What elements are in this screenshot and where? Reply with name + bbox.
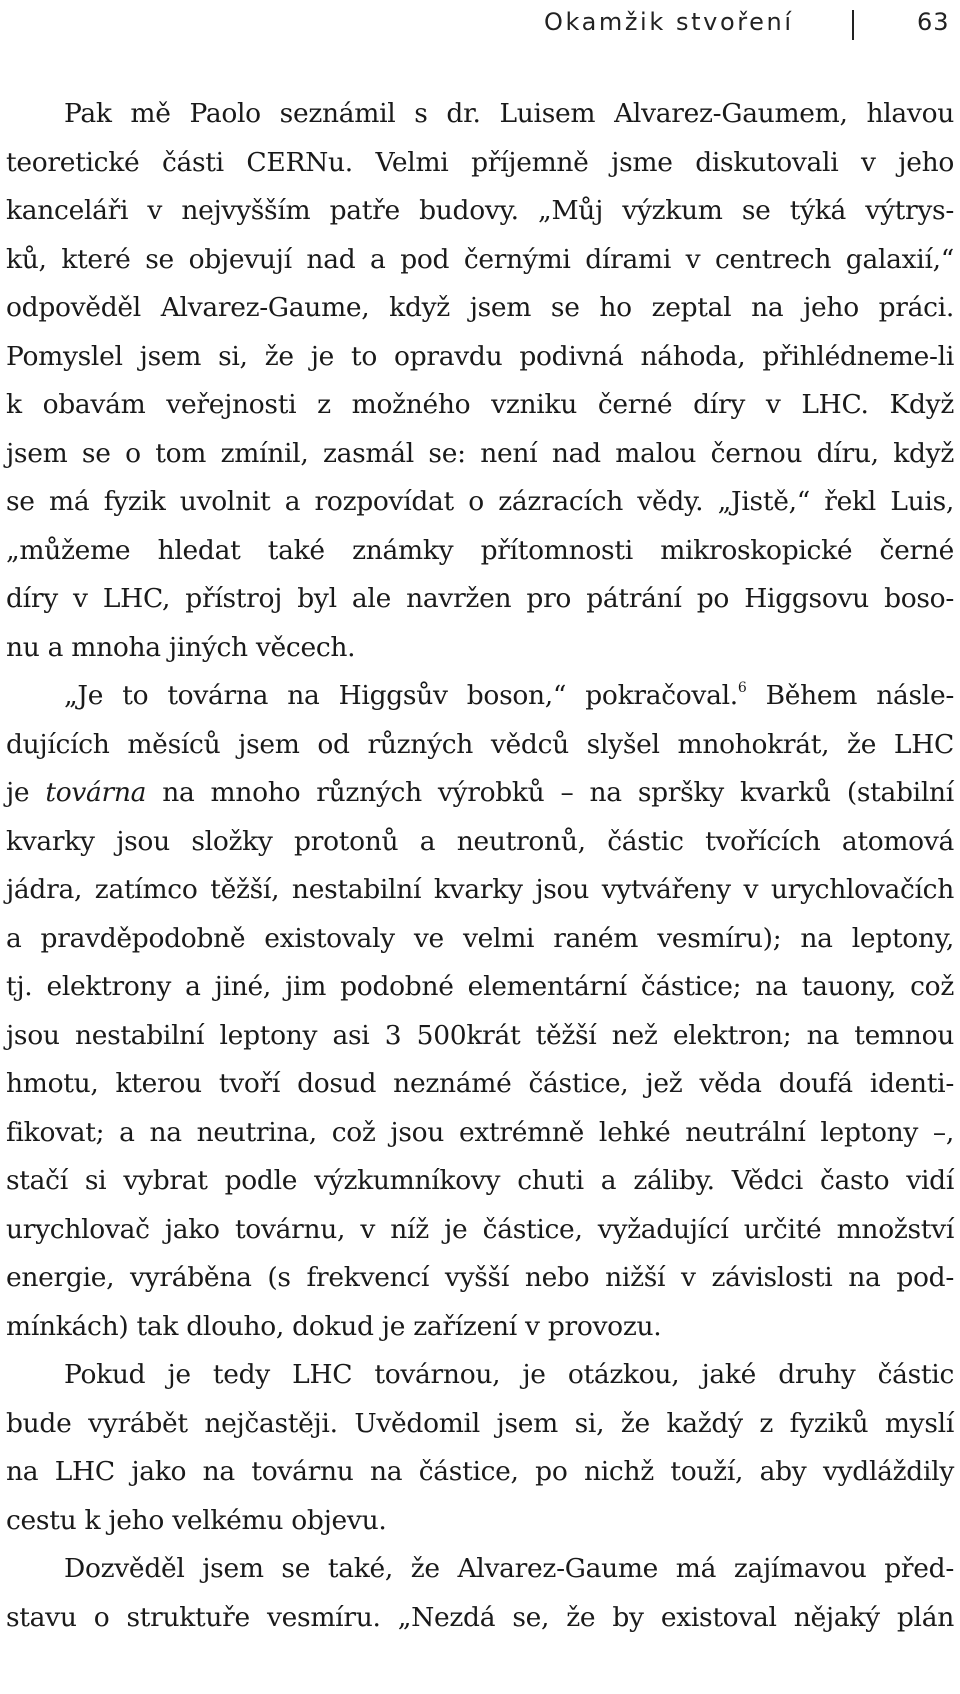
text-line [6, 672, 954, 721]
text-run: „Je to továrna na Higgsův boson,“ pokračoval. [64, 680, 738, 711]
running-head [0, 0, 960, 60]
text-line: odpověděl Alvarez-Gaume, když jsem se ho zeptal na jeho práci. [6, 292, 954, 323]
text-line: jádra, zatímco těžší, nestabilní kvarky jsou vytvářeny v urychlovačích [6, 874, 954, 905]
text-line: bude vyrábět nejčastěji. Uvědomil jsem si, že každý z fyziků myslí [6, 1407, 954, 1439]
text-line: dujících měsíců jsem od různých vědců slyšel mnohokrát, že LHC [6, 728, 954, 760]
text-line: mínkách) tak dlouho, dokud je zařízení v provozu. [6, 1310, 662, 1342]
text-line: energie, vyráběna (s frekvencí vyšší nebo nižší v závislosti na pod- [6, 1262, 954, 1293]
text-line: jsem se o tom zmínil, zasmál se: není nad malou černou díru, když [6, 437, 954, 469]
paragraph-2 [6, 672, 954, 1351]
body-text [6, 90, 954, 1642]
text-line: stačí si vybrat podle výzkumníkovy chuti a záliby. Vědci často vidí [6, 1165, 954, 1196]
text-run: na mnoho různých výrobků – na spršky kvarků (stabilní [146, 777, 954, 808]
text-line [6, 769, 954, 818]
paragraph-1 [6, 90, 954, 672]
text-line: nu a mnoha jiných věcech. [6, 631, 356, 663]
text-line: ků, které se objevují nad a pod černými dírami v centrech galaxií,“ [6, 243, 954, 275]
text-line: tj. elektrony a jiné, jim podobné elementární částice; na tauony, což [6, 971, 954, 1002]
text-line: cestu k jeho velkému objevu. [6, 1504, 387, 1536]
text-line: k obavám veřejnosti z možného vzniku černé díry v LHC. Když [6, 389, 954, 420]
text-line: jsou nestabilní leptony asi 3 500krát těžší než elektron; na temnou [6, 1019, 954, 1051]
text-line: se má fyzik uvolnit a rozpovídat o zázracích vědy. „Jistě,“ řekl Luis, [6, 486, 954, 517]
text-line: teoretické části CERNu. Velmi příjemně jsme diskutovali v jeho [6, 146, 954, 178]
text-line: fikovat; a na neutrina, což jsou extrémně lehké neutrální leptony –, [6, 1116, 954, 1148]
text-line: stavu o struktuře vesmíru. „Nezdá se, že by existoval nějaký plán [6, 1601, 954, 1633]
text-line: na LHC jako na továrnu na částice, po nichž touží, aby vydláždily [6, 1456, 954, 1487]
paragraph-4 [6, 1545, 954, 1642]
text-line: kvarky jsou složky protonů a neutronů, částic tvořících atomová [6, 825, 954, 857]
text-line: Dozvěděl jsem se také, že Alvarez-Gaume má zajímavou před- [64, 1553, 954, 1584]
paragraph-3 [6, 1351, 954, 1545]
text-line: Pokud je tedy LHC továrnou, je otázkou, jaké druhy částic [64, 1359, 954, 1390]
text-line: Pomyslel jsem si, že je to opravdu podivná náhoda, přihlédneme-li [6, 340, 954, 372]
text-run: je [6, 777, 46, 808]
emphasis-tovarna: továrna [45, 777, 147, 808]
text-run: Během násle- [746, 680, 954, 711]
header-divider [852, 10, 854, 40]
text-line: urychlovač jako továrnu, v níž je částice, vyžadující určité množství [6, 1213, 954, 1245]
text-line: hmotu, kterou tvoří dosud neznámé částice, jež věda doufá identi- [6, 1068, 954, 1099]
chapter-title: Okamžik stvoření [544, 8, 794, 36]
text-line: Pak mě Paolo seznámil s dr. Luisem Alvarez-Gaumem, hlavou [64, 98, 954, 129]
footnote-marker: 6 [737, 680, 747, 696]
text-line: kanceláři v nejvyšším patře budovy. „Můj výzkum se týká výtrys- [6, 195, 954, 226]
page-number: 63 [917, 8, 950, 36]
text-line: a pravděpodobně existovaly ve velmi raném vesmíru); na leptony, [6, 922, 954, 954]
text-line: díry v LHC, přístroj byl ale navržen pro pátrání po Higgsovu boso- [6, 583, 954, 614]
text-line: „můžeme hledat také známky přítomnosti mikroskopické černé [6, 534, 954, 566]
